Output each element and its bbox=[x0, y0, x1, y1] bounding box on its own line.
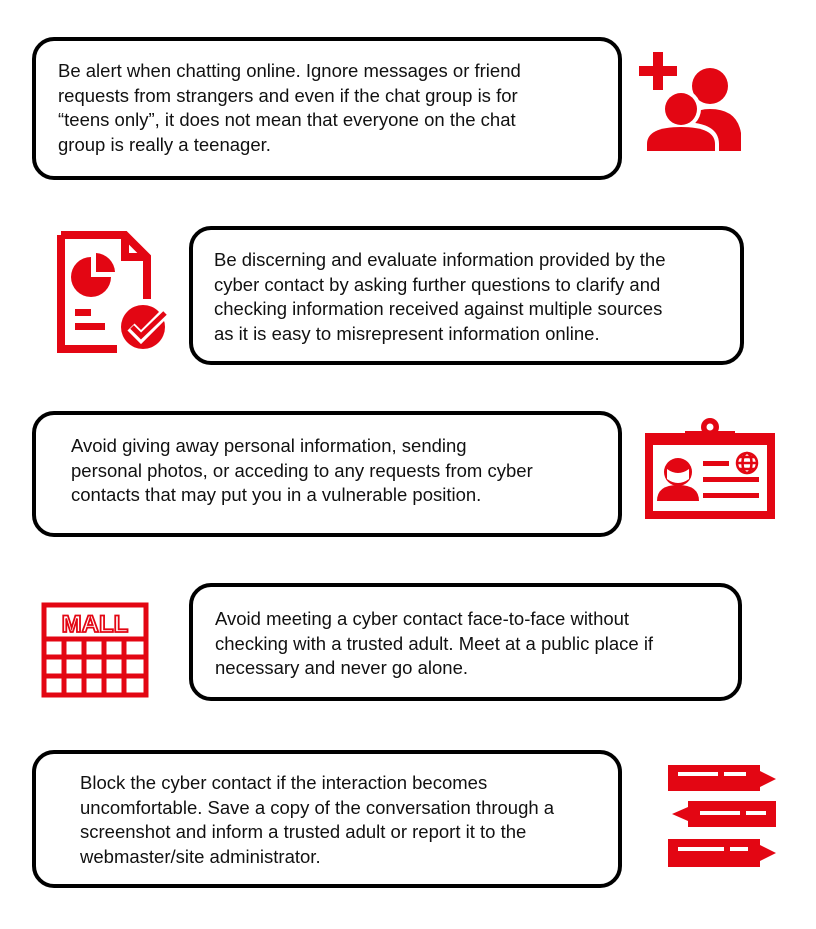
tip-card-5 bbox=[32, 750, 622, 888]
id-badge-icon bbox=[643, 417, 777, 521]
mall-icon bbox=[40, 601, 150, 699]
tip-text-4: Avoid meeting a cyber contact face-to-face without checking with a trusted adult. Meet at a public place if necessary and never go alone. bbox=[215, 608, 654, 678]
mall-sign-text: MALL bbox=[61, 611, 129, 638]
tip-card-4 bbox=[189, 583, 742, 701]
tip-text-5: Block the cyber contact if the interaction becomes uncomfortable. Save a copy of the conversation through a screenshot and inform a trusted adult or report it to the webmaster/site administrator. bbox=[80, 772, 555, 867]
tip-card-3 bbox=[32, 411, 622, 537]
document-check-icon bbox=[55, 231, 173, 353]
tip-text-2: Be discerning and evaluate information provided by the cyber contact by asking further questions to clarify and checking information received against multiple sources as it is easy to misrepresent information online. bbox=[214, 249, 666, 344]
tip-card-1 bbox=[32, 37, 622, 180]
tip-card-2 bbox=[189, 226, 744, 365]
tip-text-3: Avoid giving away personal information, sending personal photos, or acceding to any requests from cyber contacts that may put you in a vulnerable position. bbox=[71, 435, 533, 505]
add-user-group-icon bbox=[637, 49, 743, 153]
tip-text-1: Be alert when chatting online. Ignore messages or friend requests from strangers and even if the chat group is for “teens only”, it does not mean that everyone on the chat group is really a teenager. bbox=[58, 60, 521, 155]
chat-messages-icon bbox=[664, 761, 780, 871]
